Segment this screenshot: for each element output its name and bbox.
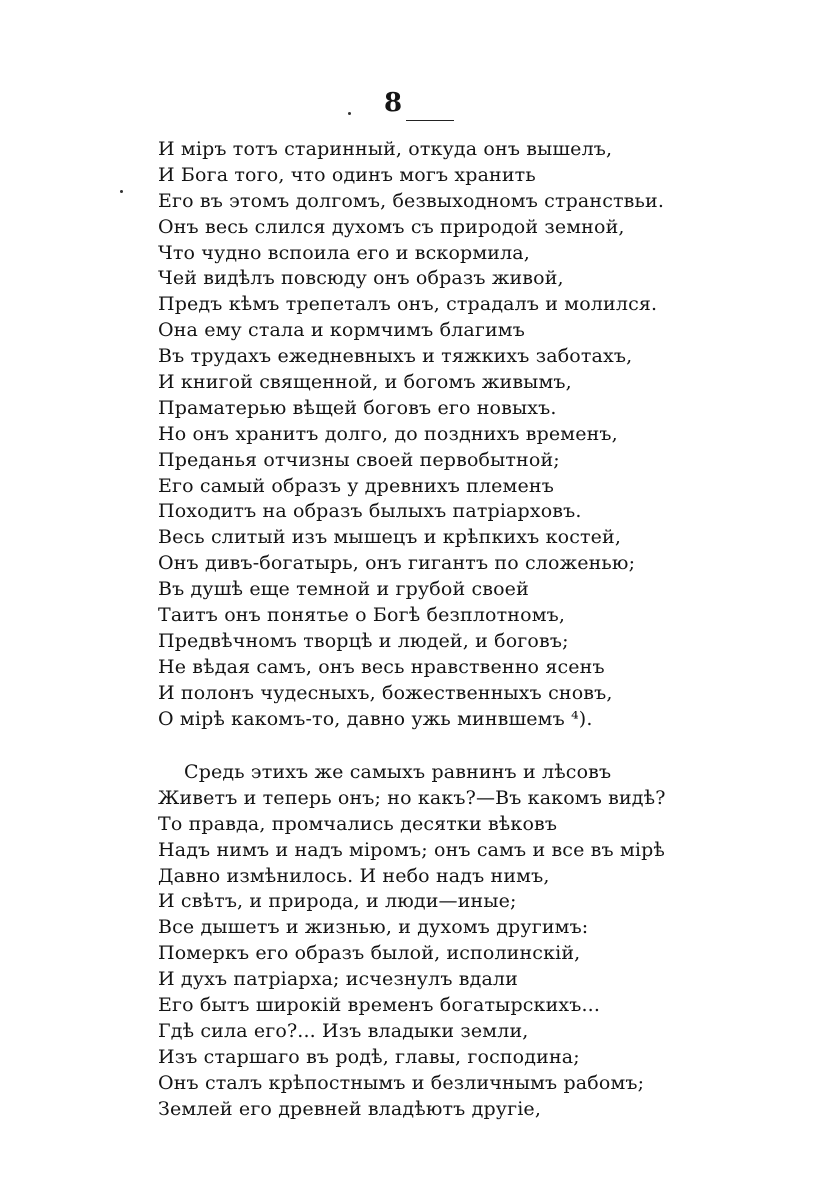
poem-line: Весь слитый изъ мышецъ и крѣпкихъ костей, xyxy=(158,526,622,549)
poem-line: И міръ тотъ старинный, откуда онъ вышелъ, xyxy=(158,138,613,160)
poem-line: Таитъ онъ понятье о Богѣ безплотномъ, xyxy=(158,604,566,627)
poem-line: Походитъ на образъ былыхъ патріарховъ. xyxy=(158,500,582,523)
poem-line: И духъ патріарха; исчезнулъ вдали xyxy=(158,968,518,991)
poem-line: Надъ нимъ и надъ міромъ; онъ самъ и все въ мірѣ xyxy=(158,838,666,861)
poem-line: И Бога того, что одинъ могъ хранить xyxy=(158,163,536,186)
poem-line: И книгой священной, и богомъ живымъ, xyxy=(158,371,572,394)
poem-line: Что чудно вспоила его и вскормила, xyxy=(158,241,530,264)
poem-line: Его самый образъ у древнихъ племенъ xyxy=(158,474,554,497)
poem-line: То правда, промчались десятки вѣковъ xyxy=(158,812,558,835)
poem-line: Въ душѣ еще темной и грубой своей xyxy=(158,578,529,601)
poem-line: Землей его древней владѣютъ другіе, xyxy=(158,1097,542,1120)
poem-line: Предъ кѣмъ трепеталъ онъ, страдалъ и молился. xyxy=(158,293,658,316)
poem-line: Померкъ его образъ былой, исполинскій, xyxy=(158,942,581,965)
poem-stanza-2 xyxy=(158,760,666,1122)
poem-line: Его въ этомъ долгомъ, безвыходномъ странствьи. xyxy=(158,189,665,212)
poem-line: Но онъ хранитъ долго, до позднихъ временъ, xyxy=(158,422,618,445)
poem-line: Живетъ и теперь онъ; но какъ?—Въ какомъ видѣ? xyxy=(158,786,666,809)
poem-line: Средь этихъ же самыхъ равнинъ и лѣсовъ xyxy=(184,761,612,783)
poem-line: Его бытъ широкій временъ богатырскихъ... xyxy=(158,994,601,1017)
page-number: 8 xyxy=(384,88,403,118)
margin-dot-mark xyxy=(120,190,123,193)
poem-line: Въ трудахъ ежедневныхъ и тяжкихъ заботахъ, xyxy=(158,345,633,368)
poem-line: Не вѣдая самъ, онъ весь нравственно ясенъ xyxy=(158,655,605,678)
poem-line: Преданья отчизны своей первобытной; xyxy=(158,448,560,471)
header-dot-mark xyxy=(348,112,351,115)
poem-line: И свѣтъ, и природа, и люди—иные; xyxy=(158,890,517,913)
poem-line: И полонъ чудесныхъ, божественныхъ сновъ, xyxy=(158,681,613,704)
poem-line: Онъ сталъ крѣпостнымъ и безличнымъ рабомъ; xyxy=(158,1071,645,1094)
poem-line: Давно измѣнилось. И небо надъ нимъ, xyxy=(158,864,550,887)
poem-line: Праматерью вѣщей боговъ его новыхъ. xyxy=(158,396,557,419)
poem-line: Гдѣ сила его?... Изъ владыки земли, xyxy=(158,1019,529,1042)
poem-line: Все дышетъ и жизнью, и духомъ другимъ: xyxy=(158,916,589,939)
poem-line: Предвѣчномъ творцѣ и людей, и боговъ; xyxy=(158,629,569,652)
poem-line: Онъ дивъ-богатырь, онъ гигантъ по сложенью; xyxy=(158,552,636,575)
poem-stanza-1 xyxy=(158,137,664,732)
poem-line: Изъ старшаго въ родѣ, главы, господина; xyxy=(158,1045,580,1068)
header-rule xyxy=(406,120,454,121)
poem-line: Онъ весь слился духомъ съ природой земной, xyxy=(158,215,625,238)
poem-line: Она ему стала и кормчимъ благимъ xyxy=(158,319,525,342)
poem-line: О мірѣ какомъ-то, давно ужь минвшемъ ⁴). xyxy=(158,707,593,730)
poem-line: Чей видѣлъ повсюду онъ образъ живой, xyxy=(158,267,564,290)
